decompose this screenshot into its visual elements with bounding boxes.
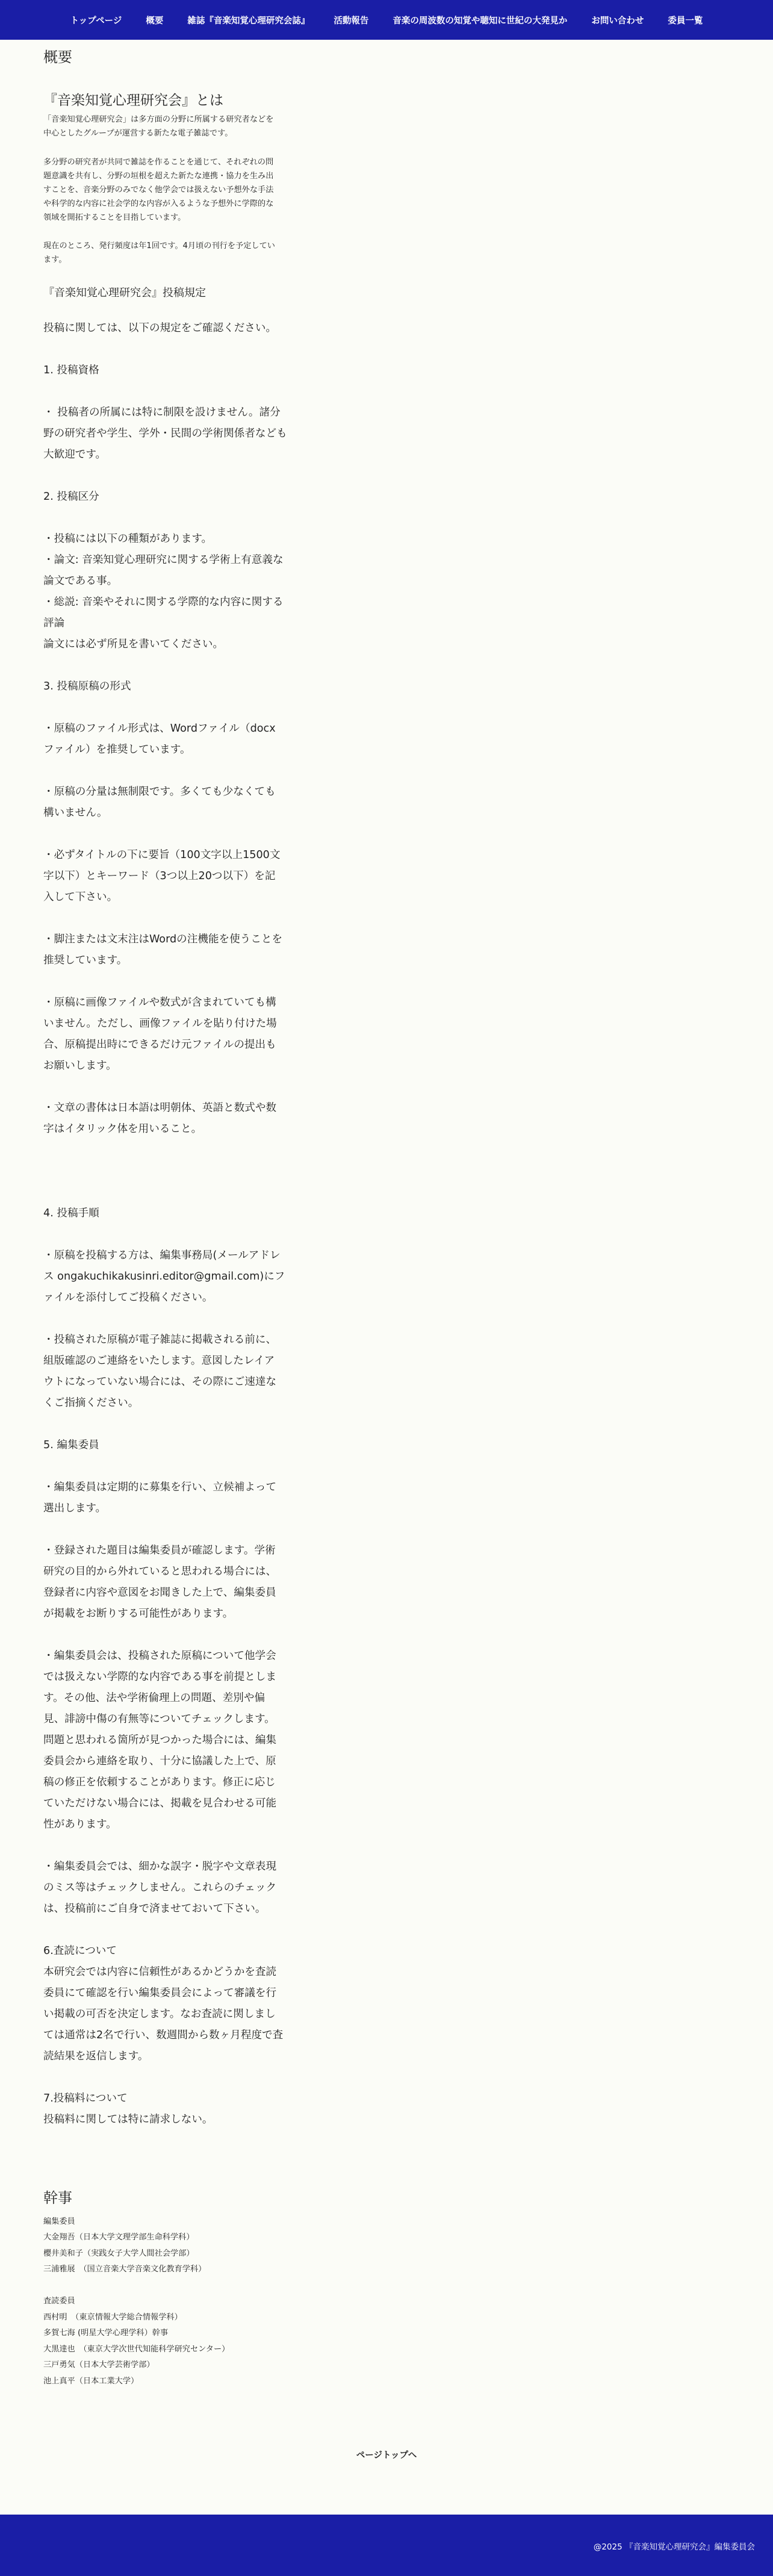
- about-paragraph-line: や科学的な内容に社会学的な内容が入るような予想外に学際的な: [43, 199, 274, 208]
- about-paragraph-line: すことを、音楽分野のみでなく他学会では扱えない予想外な手法: [43, 185, 274, 194]
- guideline-line: ファイル）を推奨しています。: [43, 744, 191, 756]
- guideline-line: 2. 投稿区分: [43, 491, 99, 503]
- guideline-spacer: [43, 1414, 296, 1435]
- guideline-line: ては通常は2名で行い、数週間から数ヶ月程度で査: [43, 2029, 284, 2042]
- guideline-line: ・必ずタイトルの下に要旨（100文字以上1500文: [43, 849, 281, 862]
- nav-link-journal[interactable]: 雑誌『音楽知覚心理研究会誌』: [187, 16, 310, 26]
- guideline-spacer: [43, 697, 296, 718]
- guideline-line: 3. 投稿原稿の形式: [43, 680, 131, 693]
- guideline-line: ・総説: 音楽やそれに関する学際的な内容に関する: [43, 596, 284, 609]
- guideline-line: 推奨しています。: [43, 954, 128, 967]
- guideline-spacer: [43, 1625, 296, 1646]
- nav-link-overview[interactable]: 概要: [146, 16, 164, 26]
- officer-line: 大黒達也 （東京大学次世代知能科学研究センター）: [43, 2344, 230, 2354]
- guideline-line: 字以下）とキーワード（3つ以上20つ以下）を記: [43, 870, 276, 883]
- guideline-line: 合、原稿提出時にできるだけ元ファイルの提出も: [43, 1039, 276, 1051]
- nav-link-discovery[interactable]: 音楽の周波数の知覚や聴知に世紀の大発見か: [393, 16, 568, 26]
- nav-link-committee-list[interactable]: 委員一覧: [668, 16, 703, 26]
- guideline-line: ・文章の書体は日本語は明朝体、英語と数式や数: [43, 1102, 277, 1115]
- nav-link-activity-report[interactable]: 活動報告: [334, 16, 369, 26]
- officer-line: 大金翔吾（日本大学文理学部生命科学科）: [43, 2233, 194, 2242]
- guideline-line: い掲載の可否を決定します。なお査読に関しまし: [43, 2008, 276, 2021]
- guideline-line: 5. 編集委員: [43, 1439, 99, 1452]
- guidelines-section: [43, 285, 296, 2130]
- nav-link-contact[interactable]: お問い合わせ: [591, 16, 644, 26]
- guideline-line: くご指摘ください。: [43, 1397, 139, 1410]
- guideline-line: 稿の修正を依頼することがあります。修正に応じ: [43, 1776, 276, 1789]
- guideline-spacer: [43, 1077, 296, 1098]
- guideline-line: 委員にて確認を行い編集委員会によって審議を行: [43, 1987, 277, 2000]
- guideline-line: 登録者に内容や意図をお聞きした上で、編集委員: [43, 1587, 276, 1599]
- guideline-line: 7.投稿料について: [43, 2092, 128, 2105]
- guideline-spacer: [43, 339, 296, 360]
- guideline-spacer: [43, 1182, 296, 1203]
- guideline-line: ・編集委員会では、細かな誤字・脱字や文章表現: [43, 1861, 277, 1873]
- guideline-line: 論文である事。: [43, 575, 118, 588]
- guideline-spacer: [43, 1920, 296, 1941]
- top-navigation: [0, 0, 773, 40]
- guideline-spacer: [43, 1456, 296, 1477]
- guideline-line: ・ 投稿者の所属には特に制限を設けません。諸分: [43, 406, 281, 419]
- guideline-line: 委員会から連絡を取り、十分に協議した上で、原: [43, 1755, 276, 1768]
- guideline-line: 野の研究者や学生、学外・民間の学術関係者なども: [43, 428, 287, 440]
- guideline-spacer: [43, 824, 296, 845]
- guideline-line: 論文には必ず所見を書いてください。: [43, 638, 224, 651]
- guideline-spacer: [43, 2067, 296, 2088]
- guideline-line: 組版確認のご連絡をいたします。意図したレイア: [43, 1355, 275, 1367]
- officer-line: 三戸勇気（日本大学芸術学部）: [43, 2360, 155, 2370]
- officer-line: 三浦雅展 （国立音楽大学音楽文化教育学科）: [43, 2265, 206, 2274]
- guideline-line: 大歓迎です。: [43, 449, 107, 461]
- about-paragraph-line: 領域を開拓することを目指しています。: [43, 213, 186, 222]
- guideline-line: ていただけない場合には、掲載を見合わせる可能: [43, 1797, 277, 1810]
- officers-section: [43, 2189, 405, 2389]
- guidelines-body: [43, 318, 296, 2130]
- officer-spacer: [43, 2278, 405, 2294]
- officer-line: 池上真平（日本工業大学）: [43, 2376, 139, 2386]
- guideline-line: 評論: [43, 617, 65, 630]
- main-content: [43, 48, 296, 2130]
- guideline-spacer: [43, 971, 296, 992]
- officer-line: 査読委員: [43, 2297, 75, 2306]
- guideline-spacer: [43, 761, 296, 782]
- about-section: [43, 91, 296, 267]
- about-paragraph-line: 中心としたグループが運営する新たな電子雑誌です。: [43, 129, 233, 138]
- guideline-line: 本研究会では内容に信頼性があるかどうかを査読: [43, 1966, 277, 1979]
- nav-link-top[interactable]: トップページ: [70, 16, 122, 26]
- guideline-line: ・原稿の分量は無制限です。多くても少なくても: [43, 786, 276, 798]
- guideline-line: 性があります。: [43, 1818, 117, 1831]
- about-paragraph-line: 現在のところ、発行頻度は年1回です。4月頃の刊行を予定してい: [43, 241, 275, 251]
- guideline-line: 問題と思われる箇所が見つかった場合には、編集: [43, 1734, 277, 1747]
- page-title: 概要: [43, 49, 72, 66]
- guideline-spacer: [43, 1308, 296, 1330]
- page-top-link[interactable]: ページトップへ: [356, 2451, 417, 2460]
- guideline-line: 研究の目的から外れていると思われる場合には、: [43, 1566, 277, 1578]
- guideline-spacer: [43, 1161, 296, 1182]
- guideline-line: 4. 投稿手順: [43, 1207, 99, 1220]
- guideline-spacer: [43, 508, 296, 529]
- about-paragraph: [43, 155, 296, 225]
- guidelines-heading: 『音楽知覚心理研究会』投稿規定: [43, 287, 206, 300]
- about-paragraph-line: 題意識を共有し、分野の垣根を超えた新たな連携・協力を生み出: [43, 171, 274, 181]
- about-paragraph-line: 「音楽知覚心理研究会」は多方面の分野に所属する研究者などを: [43, 115, 274, 125]
- guideline-line: ・原稿を投稿する方は、編集事務局(メールアドレ: [43, 1249, 281, 1262]
- guideline-line: 字はイタリック体を用いること。: [43, 1123, 202, 1136]
- guideline-line: ・脚注または文末注はWordの注機能を使うことを: [43, 933, 283, 946]
- guideline-spacer: [43, 1835, 296, 1856]
- guideline-line: 投稿に関しては、以下の規定をご確認ください。: [43, 322, 277, 335]
- guideline-line: ス ongakuchikakusinri.editor@gmail.com)にフ: [43, 1271, 285, 1283]
- guideline-line: ・編集委員会は、投稿された原稿について他学会: [43, 1650, 276, 1663]
- officers-title: 幹事: [43, 2189, 72, 2206]
- guideline-line: 構いません。: [43, 807, 108, 820]
- guideline-line: ・編集委員は定期的に募集を行い、立候補よって: [43, 1481, 277, 1494]
- guideline-line: 1. 投稿資格: [43, 364, 99, 377]
- guideline-line: が掲載をお断りする可能性があります。: [43, 1608, 234, 1620]
- guideline-line: 入して下さい。: [43, 891, 118, 904]
- guideline-line: は、投稿前にご自身で済ませておいて下さい。: [43, 1903, 266, 1915]
- about-paragraph: [43, 113, 296, 140]
- copyright-text: @2025 『音楽知覚心理研究会』編集委員会: [593, 2542, 755, 2552]
- guideline-line: ・原稿に画像ファイルや数式が含まれていても構: [43, 997, 276, 1009]
- officers-list: [43, 2214, 405, 2390]
- guideline-spacer: [43, 381, 296, 402]
- guideline-line: 読結果を返信します。: [43, 2050, 149, 2063]
- guideline-line: 見、誹謗中傷の有無等についてチェックします。: [43, 1713, 275, 1726]
- guideline-line: ウトになっていない場合には、その際にご速達な: [43, 1376, 277, 1389]
- officer-line: 西村明 （東京情報大学総合情報学科）: [43, 2312, 182, 2322]
- guideline-line: ・投稿された原稿が電子雑誌に掲載される前に、: [43, 1334, 277, 1346]
- guideline-line: のミス等はチェックしません。これらのチェック: [43, 1882, 277, 1894]
- guideline-line: 投稿料に関しては特に請求しない。: [43, 2114, 213, 2126]
- guideline-line: 選出します。: [43, 1502, 107, 1515]
- guideline-line: お願いします。: [43, 1060, 117, 1072]
- about-paragraph-line: ます。: [43, 255, 67, 265]
- guideline-spacer: [43, 1140, 296, 1161]
- guideline-line: す。その他、法や学術倫理上の問題、差別や偏: [43, 1692, 265, 1705]
- officer-line: 櫻井美和子（実践女子大学人間社会学部）: [43, 2248, 194, 2258]
- guideline-line: ・原稿のファイル形式は、Wordファイル（docx: [43, 723, 276, 735]
- guideline-line: ・投稿には以下の種類があります。: [43, 533, 213, 546]
- officer-line: 編集委員: [43, 2217, 75, 2226]
- guideline-line: ァイルを添付してご投稿ください。: [43, 1292, 213, 1304]
- about-heading: 『音楽知覚心理研究会』とは: [43, 93, 223, 109]
- guideline-line: 6.査読について: [43, 1945, 117, 1958]
- guideline-line: ・論文: 音楽知覚心理研究に関する学術上有意義な: [43, 554, 284, 567]
- footer: [0, 2515, 773, 2576]
- guideline-spacer: [43, 908, 296, 929]
- guideline-spacer: [43, 1519, 296, 1540]
- guideline-spacer: [43, 1224, 296, 1245]
- about-body: [43, 113, 296, 267]
- about-paragraph: [43, 239, 296, 267]
- guideline-spacer: [43, 655, 296, 676]
- guideline-line: ・登録された題目は編集委員が確認します。学術: [43, 1545, 276, 1557]
- guideline-line: では扱えない学際的な内容である事を前提としま: [43, 1671, 277, 1684]
- guideline-line: いません。ただし、画像ファイルを貼り付けた場: [43, 1018, 277, 1030]
- officer-line: 多賀七海 (明星大学心理学科）幹事: [43, 2329, 169, 2338]
- about-paragraph-line: 多分野の研究者が共同で雑誌を作ることを通じて、それぞれの問: [43, 157, 274, 167]
- guideline-spacer: [43, 465, 296, 487]
